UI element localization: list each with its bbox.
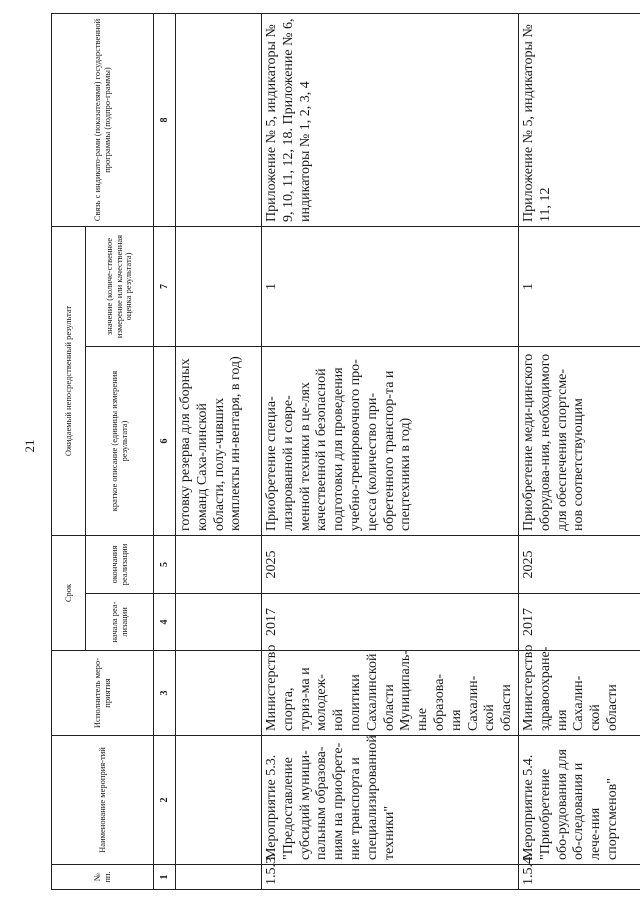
- activities-table: [51, 13, 640, 890]
- header-term: Срок: [52, 536, 86, 651]
- row-value: 1: [262, 227, 519, 347]
- rotated-table-container: [51, 14, 620, 890]
- row-start: 2017: [518, 594, 640, 651]
- row-desc: Приобретение меди-цинского оборудова-ния, необходимого для обеспечения спортсме-нов соответствующим: [518, 347, 640, 536]
- row-end: [176, 536, 262, 594]
- header-start: начала реа-лизации: [86, 594, 154, 651]
- row-end: 2025: [518, 536, 640, 594]
- table-row: [176, 14, 262, 890]
- col-number: 6: [154, 347, 176, 536]
- row-num: 1.5.3.: [262, 865, 519, 890]
- row-executor: Министерство здравоохране-ния Сахалин-ской области: [518, 651, 640, 736]
- header-executor: Исполнитель меро-приятия: [52, 651, 154, 736]
- row-start: 2017: [262, 594, 519, 651]
- table-row: [262, 14, 519, 890]
- row-desc: Приобретение специа-лизированной и совре-менной техники в це-лях качественной и безопасной подготовки для проведения учебно-тренировочного про-цесса (количество при-обретенного транспор-та и спецтехники в год): [262, 347, 519, 536]
- row-start: [176, 594, 262, 651]
- row-executor: Министерство спорта, туриз-ма и молодеж-ной политики Сахалинской области Муниципаль-ные образова-ния Сахалин-ской области: [262, 651, 519, 736]
- col-number: 7: [154, 227, 176, 347]
- col-number: 1: [154, 865, 176, 890]
- page-number: 21: [22, 439, 37, 453]
- row-link: Приложение № 5, индикаторы № 9, 10, 11, 12, 18. Приложение № 6, индикаторы № 1, 2, 3, 4: [262, 14, 519, 227]
- row-executor: [176, 651, 262, 736]
- row-link: Приложение № 5, индикаторы № 11, 12: [518, 14, 640, 227]
- col-number: 3: [154, 651, 176, 736]
- row-value: [176, 227, 262, 347]
- header-num: № пп.: [52, 865, 154, 890]
- table-row: [518, 14, 640, 890]
- column-number-row: [154, 14, 176, 890]
- header-end: окончания реализации: [86, 536, 154, 594]
- row-num: 1.5.4.: [518, 865, 640, 890]
- row-link: [176, 14, 262, 227]
- col-number: 5: [154, 536, 176, 594]
- row-num: [176, 865, 262, 890]
- header-result-value: значение (количе-ственное измерение или качественная оценка результата): [86, 227, 154, 347]
- row-value: 1: [518, 227, 640, 347]
- header-row-1: [52, 14, 86, 890]
- header-result-desc: краткое описание (единицы измерения результата): [86, 347, 154, 536]
- col-number: 2: [154, 736, 176, 865]
- row-name: Мероприятие 5.3. "Предоставление субсидий муници-пальным образова-ниям на приобрете-ние транспорта и специализированной техники": [262, 736, 519, 865]
- row-desc: готовку резерва для сборных команд Саха-линской области, полу-чивших комплекты ин-вентаря, в год): [176, 347, 262, 536]
- col-number: 8: [154, 14, 176, 227]
- row-name: Мероприятие 5.4. "Приобретение обо-рудования для об-следования и лече-ния спортсменов": [518, 736, 640, 865]
- header-link: Связь с индикато-рами (показателями) государственной программы (подпро-граммы): [52, 14, 154, 227]
- row-end: 2025: [262, 536, 519, 594]
- row-name: [176, 736, 262, 865]
- header-result: Ожидаемый непосредственный результат: [52, 227, 86, 536]
- col-number: 4: [154, 594, 176, 651]
- header-name: Наименование мероприя-тий: [52, 736, 154, 865]
